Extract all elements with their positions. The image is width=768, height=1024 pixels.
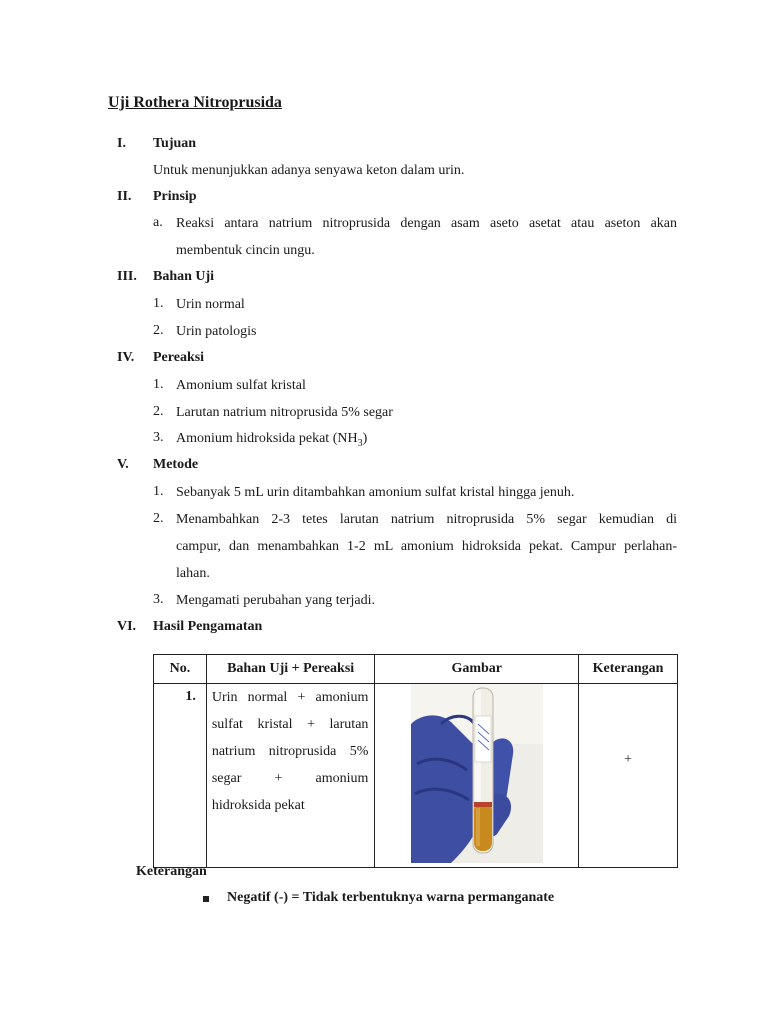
results-table	[153, 654, 678, 868]
keterangan-value: +	[624, 751, 632, 767]
prinsip-item-text	[176, 210, 677, 264]
metode-item-line: lahan.	[176, 566, 210, 581]
bahan-line: hidroksida pekat	[211, 798, 305, 813]
bahan-item-text: Urin patologis	[176, 324, 257, 339]
bahan-line: natrium nitroprusida 5%	[211, 744, 369, 759]
metode-item-line: campur, dan menambahkan 1-2 mL amonium hidroksida pekat. Campur perlahan-	[176, 539, 677, 554]
keterangan-bullet-text: Negatif (-) = Tidak terbentuknya warna permanganate	[227, 890, 555, 905]
prinsip-item-line: membentuk cincin ungu.	[176, 243, 315, 258]
bahan-item-marker: 2.	[153, 323, 164, 338]
pereaksi-item-text: Amonium sulfat kristal	[176, 378, 306, 393]
table-cell-bahan	[206, 684, 375, 868]
pereaksi-item-marker: 2.	[153, 404, 164, 419]
section-heading-tujuan: Tujuan	[153, 136, 197, 151]
prinsip-item-marker: a.	[153, 215, 163, 230]
table-header-no: No.	[154, 655, 207, 684]
keterangan-heading: Keterangan	[136, 864, 207, 879]
section-heading-pereaksi: Pereaksi	[153, 350, 205, 365]
metode-item-text	[176, 506, 677, 587]
bahan-line: Urin normal + amonium	[211, 690, 369, 705]
table-cell-no: 1.	[154, 684, 207, 868]
metode-item-marker: 3.	[153, 592, 164, 607]
section-heading-metode: Metode	[153, 457, 199, 472]
bahan-line: sulfat kristal + larutan	[211, 717, 369, 732]
section-number-bahan: III.	[117, 269, 137, 284]
section-number-metode: V.	[117, 457, 129, 472]
subscript-3: 3	[357, 437, 363, 449]
section-number-prinsip: II.	[117, 189, 132, 204]
table-cell-gambar	[375, 684, 579, 868]
pereaksi-item-marker: 3.	[153, 430, 164, 445]
document-title: Uji Rothera Nitroprusida	[108, 94, 282, 111]
pereaksi-item-marker: 1.	[153, 377, 164, 392]
bahan-item-marker: 1.	[153, 296, 164, 311]
metode-item-marker: 2.	[153, 511, 164, 526]
prinsip-item-line: Reaksi antara natrium nitroprusida dengan asam aseto asetat atau aseton akan	[176, 216, 677, 231]
table-header-gambar: Gambar	[375, 655, 579, 684]
metode-item-text: Mengamati perubahan yang terjadi.	[176, 593, 376, 608]
pereaksi-item-main: Amonium hidroksida pekat (NH	[176, 431, 358, 446]
section-number-pereaksi: IV.	[117, 350, 135, 365]
section-heading-prinsip: Prinsip	[153, 189, 197, 204]
pereaksi-item-tail: )	[362, 431, 368, 446]
bahan-item-text: Urin normal	[176, 297, 245, 312]
pereaksi-item-text: Larutan natrium nitroprusida 5% segar	[176, 405, 393, 420]
metode-item-text: Sebanyak 5 mL urin ditambahkan amonium sulfat kristal hingga jenuh.	[176, 485, 575, 500]
table-header-bahan: Bahan Uji + Pereaksi	[206, 655, 375, 684]
square-bullet-icon	[203, 896, 209, 902]
section-number-tujuan: I.	[117, 136, 126, 151]
section-number-hasil: VI.	[117, 619, 137, 634]
test-tube-photo	[411, 684, 543, 863]
table-header-row	[154, 655, 678, 684]
pereaksi-item-text	[176, 425, 677, 457]
section-heading-hasil: Hasil Pengamatan	[153, 619, 263, 634]
metode-item-line: Menambahkan 2-3 tetes larutan natrium nitroprusida 5% segar kemudian di	[176, 512, 677, 527]
table-header-keterangan: Keterangan	[579, 655, 678, 684]
metode-item-marker: 1.	[153, 484, 164, 499]
table-cell-keterangan	[579, 684, 678, 868]
table-row	[154, 684, 678, 868]
bahan-line: segar + amonium	[211, 771, 369, 786]
section-heading-bahan: Bahan Uji	[153, 269, 215, 284]
tujuan-text: Untuk menunjukkan adanya senyawa keton dalam urin.	[153, 163, 465, 178]
